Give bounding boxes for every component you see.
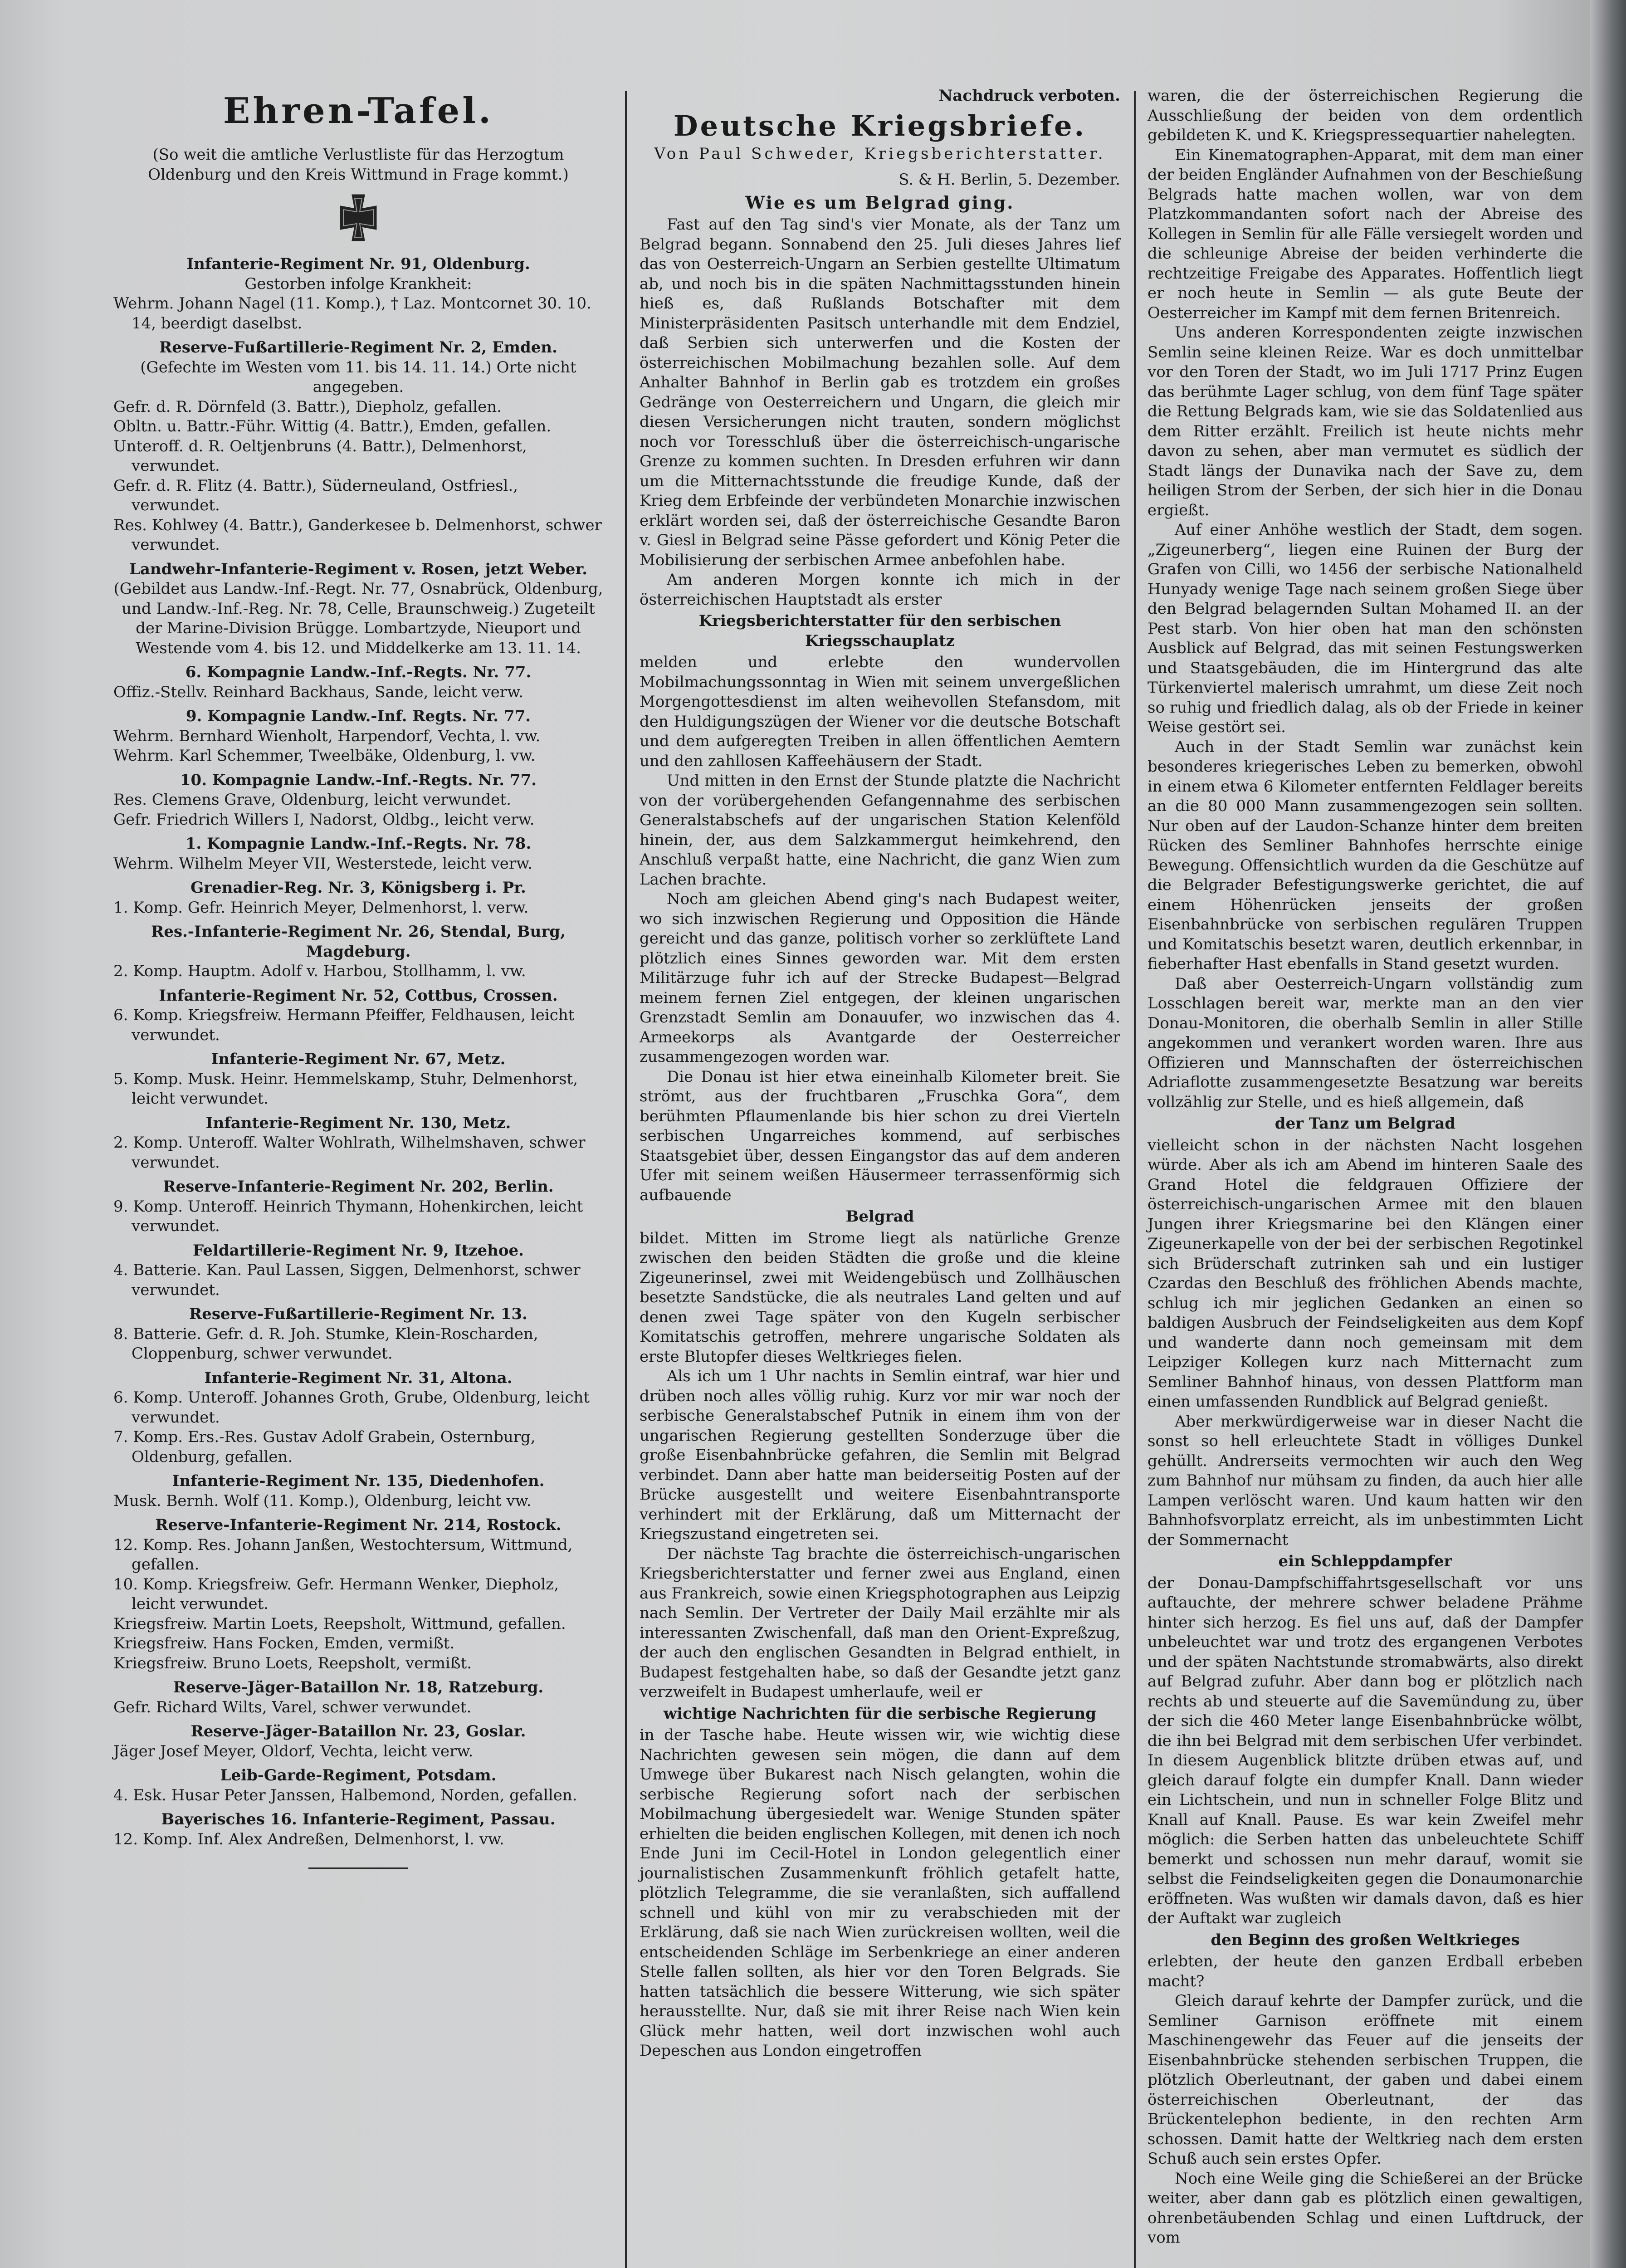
article-paragraph: Gleich darauf kehrte der Dampfer zurück, und die Semliner Garnison eröffnete mit einem Maschinengewehr das Feuer auf die jenseits der Eisenbahnbrücke stehenden serbischen Truppen, die plötzlich Oberleutnant, der gaben und dabei einem österreichischen Oberleutnant, der das Brückentelephon bediente, in den rechten Arm schossen. Damit hatte der Weltkrieg nach dem ersten Schuß auch sein erstes Opfer. — [1147, 1992, 1583, 2168]
casualty-entry: Jäger Josef Meyer, Oldorf, Vechta, leicht verw. — [113, 1742, 474, 1760]
inline-heading: den Beginn des großen Weltkrieges — [1211, 1931, 1520, 1949]
casualty-entry: Gefr. d. R. Dörnfeld (3. Battr.), Diepholz, gefallen. — [113, 397, 502, 416]
article-paragraph: Aber merkwürdigerweise war in dieser Nacht die sonst so hell erleuchtete Stadt in völliges Dunkel gehüllt. Andrerseits vermochten wir auch den Weg zum Bahnhof nur mühsam zu finden, da auch hier alle Lampen verlöscht waren. Und kaum hatten wir den Bahnhofsvorplatz erreicht, als im unbestimmten Licht der Sommernacht — [1147, 1412, 1583, 1549]
article-body-continued — [1147, 86, 1583, 2248]
casualty-entry: 4. Batterie. Kan. Paul Lassen, Siggen, Delmenhorst, schwer verwundet. — [113, 1261, 581, 1299]
regiment-heading: Leib-Garde-Regiment, Potsdam. — [220, 1766, 497, 1784]
regiment-heading: Bayerisches 16. Infanterie-Regiment, Passau. — [161, 1810, 556, 1828]
regiment-heading: Infanterie-Regiment Nr. 31, Altona. — [204, 1369, 513, 1387]
article-paragraph: waren, die der österreichischen Regierung die Ausschließung der beiden von dem ordentlich gebildeten K. und K. Kriegspressequartier nahelegten. — [1147, 87, 1583, 144]
casualty-entry: 1. Komp. Gefr. Heinrich Meyer, Delmenhorst, l. verw. — [113, 898, 529, 917]
casualty-entry: 9. Komp. Unteroff. Heinrich Thymann, Hohenkirchen, leicht verwundet. — [113, 1197, 583, 1235]
casualty-entry: Kriegsfreiw. Hans Focken, Emden, vermißt. — [113, 1634, 455, 1652]
casualty-entry: 12. Komp. Inf. Alex Andreßen, Delmenhorst, l. vw. — [113, 1830, 504, 1848]
casualty-entry: 5. Komp. Musk. Heinr. Hemmelskamp, Stuhr, Delmenhorst, leicht verwundet. — [113, 1070, 578, 1108]
regiment-heading: Infanterie-Regiment Nr. 67, Metz. — [211, 1050, 506, 1068]
casualty-entry: Res. Clemens Grave, Oldenburg, leicht verwundet. — [113, 791, 511, 809]
inline-heading: Kriegsberichterstatter für den serbischen Kriegsschauplatz — [698, 612, 1061, 650]
article-paragraph: in der Tasche habe. Heute wissen wir, wie wichtig diese Nachrichten gewesen sein mögen, die dann auf dem Umwege über Bukarest nach Nisch gelangten, wohin die serbische Regierung sofort nach der serbischen Mobilmachung übergesiedelt war. Wenige Stunden später erhielten die beiden englischen Kollegen, mit denen ich noch Ende Juni im Cecil-Hotel in London gelegentlich einer journalistischen Zusammenkunft fröhlich getafelt hatte, plötzlich Telegramme, die sie veranlaßten, sich auffallend schnell und kühl von mir zu verabschieden mit der Erklärung, daß sie nach Wien zurückreisen wollten, weil die entscheidenden Schläge im Serbenkriege an einer anderen Stelle fallen sollten, als hier vor den Toren Belgrads. Sie hatten tatsächlich die bessere Witterung, wie sich später herausstellte. Nur, daß sie mit ihrer Reise nach Wien kein Glück mehr hatten, weil dort inzwischen wohl auch Depeschen aus London eingetroffen — [640, 1726, 1120, 2060]
casualty-entry: 12. Komp. Res. Johann Janßen, Westochtersum, Wittmund, gefallen. — [113, 1535, 573, 1574]
casualty-entry: Wehrm. Karl Schemmer, Tweelbäke, Oldenburg, l. vw. — [113, 747, 536, 765]
casualty-entry: Unteroff. d. R. Oeltjenbruns (4. Battr.), Delmenhorst, verwundet. — [113, 437, 527, 475]
regiment-heading: Reserve-Fußartillerie-Regiment Nr. 13. — [189, 1305, 527, 1323]
article-paragraph: Am anderen Morgen konnte ich mich in der österreichischen Hauptstadt als erster — [640, 571, 1120, 609]
article-paragraph: Auch in der Stadt Semlin war zunächst kein besonderes kriegerisches Leben zu bemerken, obwohl in einem etwa 6 Kilometer entfernten Feldlager bereits an die 80 000 Mann zusammengezogen sein sollten. Nur oben auf der Laudon-Schanze hinter dem breiten Rücken des Semliner Bahnhofes herrschte einige Bewegung. Offensichtlich wurden da die Geschütze auf die Belgrader Befestigungswerke gerichtet, die auf einem Höhenrücken jenseits der großen Eisenbahnbrücke von serbischen regulären Truppen und Komitatschis besetzt waren, deutlich erkennbar, in fieberhafter Hast ebenfalls in Stand gesetzt wurden. — [1147, 738, 1583, 973]
casualty-entry: Res. Kohlwey (4. Battr.), Ganderkesee b. Delmenhorst, schwer verwundet. — [113, 516, 602, 554]
inline-heading: der Tanz um Belgrad — [1274, 1114, 1456, 1133]
casualty-entry: Wehrm. Bernhard Wienholt, Harpendorf, Vechta, l. vw. — [113, 727, 541, 745]
regiment-heading: Feldartillerie-Regiment Nr. 9, Itzehoe. — [193, 1241, 524, 1260]
regiment-subheading: (Gefechte im Westen vom 11. bis 14. 11. 14.) Orte nicht angegeben. — [140, 358, 576, 396]
regiment-heading: Res.-Infanterie-Regiment Nr. 26, Stendal, Burg, Magdeburg. — [151, 923, 566, 961]
war-letters-column — [640, 86, 1120, 2061]
casualty-entry: 10. Komp. Kriegsfreiw. Gefr. Hermann Wenker, Diepholz, leicht verwundet. — [113, 1575, 559, 1613]
honor-roll-note: (So weit die amtliche Verlustliste für das Herzogtum Oldenburg und den Kreis Wittmund in Frage kommt.) — [148, 146, 569, 184]
inline-heading: wichtige Nachrichten für die serbische Regierung — [663, 1704, 1097, 1723]
casualty-entry: Wehrm. Johann Nagel (11. Komp.), † Laz. Montcornet 30. 10. 14, beerdigt daselbst. — [113, 294, 591, 332]
regiment-heading: 1. Kompagnie Landw.-Inf.-Regts. Nr. 78. — [185, 835, 532, 853]
article-paragraph: Uns anderen Korrespondenten zeigte inzwischen Semlin seine kleinen Reize. War es doch unmittelbar vor den Toren der Stadt, wo im Juli 1717 Prinz Eugen das berühmte Lager schlug, von dem fünf Tage später die Rettung Belgrads kam, wie sie das Soldatenlied aus dem Ritter erzählt. Freilich ist heute nichts mehr davon zu sehen, aber man vermutet es südlich der Stadt längs der Dunavika nach der Save zu, dem heiligen Strom der Serben, der sich hier in die Donau ergießt. — [1147, 323, 1583, 519]
casualty-entry: Gefr. Friedrich Willers I, Nadorst, Oldbg., leicht verw. — [113, 810, 535, 829]
regiment-subheading: Gestorben infolge Krankheit: — [244, 274, 472, 293]
honor-roll-title: Ehren-Tafel. — [223, 90, 494, 132]
casualty-list — [113, 254, 603, 1849]
article-paragraph: Und mitten in den Ernst der Stunde platzte die Nachricht von der vorübergehenden Gefangennahme des serbischen Generalstabschefs auf der ungarischen Station Kelenföld hinein, der, aus dem Salzkammergut heimkehrend, den Anschluß verpaßt hatte, eine Nachricht, die ganz Wien zum Lachen brachte. — [640, 772, 1120, 889]
article-paragraph: Auf einer Anhöhe westlich der Stadt, dem sogen. „Zigeunerberg“, liegen eine Ruinen der Burg der Grafen von Cilli, wo 1456 der serbische Nationalheld Hunyady wenige Tage nach seinem großen Siege über den Belgrad belagernden Sultan Mohamed II. an der Pest starb. Von hier oben hat man den schönsten Ausblick auf Belgrad, das mit seinen Festungswerken und Staatsgebäuden, die im Hintergrund das alte Türkenviertel malerisch umrahmt, um diese Zeit noch so ruhig und friedlich dalag, als ob der Friede in keiner Weise gestört sei. — [1147, 521, 1583, 736]
casualty-entry: 6. Komp. Unteroff. Johannes Groth, Grube, Oldenburg, leicht verwundet. — [113, 1388, 590, 1427]
regiment-heading: Infanterie-Regiment Nr. 52, Cottbus, Crossen. — [159, 986, 558, 1005]
casualty-entry: 7. Komp. Ers.-Res. Gustav Adolf Grabein, Osternburg, Oldenburg, gefallen. — [113, 1428, 536, 1466]
casualty-entry: 8. Batterie. Gefr. d. R. Joh. Stumke, Klein-Roscharden, Cloppenburg, schwer verwundet. — [113, 1325, 538, 1363]
regiment-heading: 6. Kompagnie Landw.-Inf.-Regts. Nr. 77. — [185, 663, 532, 681]
regiment-heading: 9. Kompagnie Landw.-Inf. Regts. Nr. 77. — [186, 707, 531, 725]
casualty-entry: 6. Komp. Kriegsfreiw. Hermann Pfeiffer, Feldhausen, leicht verwundet. — [113, 1006, 575, 1044]
regiment-heading: Infanterie-Regiment Nr. 135, Diedenhofen. — [172, 1472, 545, 1490]
column-divider-left — [625, 91, 627, 2268]
reprint-notice: Nachdruck verboten. — [938, 87, 1120, 105]
article-paragraph: Noch eine Weile ging die Schießerei an der Brücke weiter, aber dann gab es plötzlich einen gewaltigen, ohrenbetäubenden Schlag und einen Luftdruck, der vom — [1147, 2169, 1583, 2247]
article-paragraph: der Donau-Dampfschiffahrtsgesellschaft vor uns auftauchte, der mehrere schwer beladene Prähme hinter sich herzog. Es fiel uns auf, daß der Dampfer unbeleuchtet war und trotz des ergangenen Verbotes und der späten Nachtstunde stromabwärts, also direkt auf Belgrad zufuhr. Aber dann bog er plötzlich nach rechts ab und steuerte auf die Savemündung zu, über der sich die 460 Meter lange Eisenbahnbrücke wölbt, die ihn bei Belgrad mit dem serbischen Ufer verbindet. In diesem Augenblick blitzte drüben etwas auf, und gleich darauf folgte ein dumpfer Knall. Dann wieder ein Lichtschein, und nun in schneller Folge Blitz und Knall auf Knall. Pause. Es war kein Zweifel mehr möglich: die Serben hatten das unbeleuchtete Schiff bemerkt und schossen nun mehr darauf, womit sie selbst die Feindseligkeiten gegen die Donaumonarchie eröffneten. Was wußten wir damals davon, daß es hier der Auftakt war zugleich — [1147, 1574, 1583, 1927]
casualty-entry: Obltn. u. Battr.-Führ. Wittig (4. Battr.), Emden, gefallen. — [113, 417, 552, 435]
casualty-entry: Gefr. Richard Wilts, Varel, schwer verwundet. — [113, 1698, 472, 1716]
article-paragraph: Als ich um 1 Uhr nachts in Semlin eintraf, war hier und drüben noch alles völlig ruhig. Kurz vor mir war noch der serbische Generalstabschef Putnik in einem ihm von der ungarischen Regierung gestellten Sonderzuge über die große Eisenbahnbrücke gefahren, die Semlin mit Belgrad verbindet. Dann aber hatte man beiderseitig Posten auf der Brücke ausgestellt und weitere Eisenbahntransporte verhindert mit der Erklärung, daß um Mitternacht der Kriegszustand eingetreten sei. — [640, 1367, 1120, 1543]
regiment-heading: Landwehr-Infanterie-Regiment v. Rosen, jetzt Weber. — [129, 560, 588, 578]
casualty-entry: Kriegsfreiw. Martin Loets, Reepsholt, Wittmund, gefallen. — [113, 1614, 566, 1633]
casualty-entry: 4. Esk. Husar Peter Janssen, Halbemond, Norden, gefallen. — [113, 1786, 577, 1804]
iron-cross-icon — [113, 193, 603, 243]
casualty-entry: Gefr. d. R. Flitz (4. Battr.), Süderneuland, Ostfriesl., verwundet. — [113, 476, 518, 514]
regiment-heading: Reserve-Fußartillerie-Regiment Nr. 2, Emden. — [159, 338, 557, 357]
regiment-heading: Infanterie-Regiment Nr. 91, Oldenburg. — [186, 255, 530, 273]
article-paragraph: Daß aber Oesterreich-Ungarn vollständig zum Losschlagen bereit war, merkte man an den vier Donau-Monitoren, die oberhalb Semlin in aller Stille angekommen und verankert worden waren. Ihre aus Offizieren und Mannschaften der österreichischen Adriaflotte zusammengesetzte Besatzung war bereits vollzählig zur Stelle, und es hieß allgemein, daß — [1147, 974, 1583, 1111]
end-rule — [308, 1867, 408, 1869]
article-paragraph: Der nächste Tag brachte die österreichisch-ungarischen Kriegsberichterstatter und ferner zwei aus England, einen aus Frankreich, sowie einen Kriegsphotographen aus Leipzig nach Semlin. Der Vertreter der Daily Mail erzählte mir als interessanten Zwischenfall, daß man den Orient-Expreßzug, der auch den englischen Gesandten in Belgrad enthielt, in Budapest festgehalten habe, so daß der Gesandte jetzt ganz verzweifelt in Budapest umherlaufe, weil er — [640, 1545, 1120, 1701]
article-body — [640, 215, 1120, 2061]
casualty-entry: Kriegsfreiw. Bruno Loets, Reepsholt, vermißt. — [113, 1654, 472, 1672]
byline: Von Paul Schweder, Kriegsberichterstatter. — [654, 144, 1106, 163]
regiment-heading: Reserve-Jäger-Bataillon Nr. 18, Ratzeburg. — [173, 1678, 544, 1696]
casualty-entry: Musk. Bernh. Wolf (11. Komp.), Oldenburg, leicht vw. — [113, 1491, 532, 1510]
article-paragraph: Die Donau ist hier etwa eineinhalb Kilometer breit. Sie strömt, aus der fruchtbaren „Fruschka Gora“, dem berühmten Pflaumenlande bis hier schon zu drei Vierteln serbischen Ungarreiches kommend, auf serbisches Staatsgebiet über, dessen Eingangstor das auf dem anderen Ufer mit seinem weißen Häusermeer terrassenförmig sich aufbauende — [640, 1067, 1120, 1204]
casualty-entry: Wehrm. Wilhelm Meyer VII, Westerstede, leicht verw. — [113, 854, 532, 873]
article-paragraph: bildet. Mitten im Strome liegt als natürliche Grenze zwischen den beiden Städten die große und die kleine Zigeunerinsel, zwei mit Weidengebüsch und Zollhäuschen besetzte Sandstücke, die als neutrales Land gelten und auf denen zwei Tage später von den Kugeln serbischer Komitatschis getroffen, mehrere ungarische Soldaten als erste Blutopfer dieses Weltkrieges fielen. — [640, 1229, 1120, 1366]
regiment-heading: Reserve-Jäger-Bataillon Nr. 23, Goslar. — [190, 1722, 526, 1740]
article-paragraph: Ein Kinematographen-Apparat, mit dem man einer der beiden Engländer Aufnahmen von der Beschießung Belgrads hatte machen wollen, war von dem Platzkommandanten sofort nach der Abreise des Kollegen in Semlin für alle Fälle versiegelt worden und die schleunige Abreise der beiden verhinderte die rechtzeitige Freigabe des Apparates. Hoffentlich liegt er noch heute in Semlin — als gute Beute der Oesterreicher im Kampf mit dem fernen Britenreich. — [1147, 146, 1583, 322]
article-paragraph: vielleicht schon in der nächsten Nacht losgehen würde. Aber als ich am Abend im hinteren Saale des Grand Hotel die feldgrauen Offiziere der österreichisch-ungarischen Armee mit den blauen Jungen ihrer Kriegsmarine bei den Klängen einer Zigeunerkapelle von der bei der serbischen Regotinkel sich Brüderschaft zutrinken sah und ein lustiger Czardas den Beschluß des fröhlichen Abends machte, schlug ich mir jeglichen Gedanken an einen so baldigen Ausbruch der Feindseligkeiten aus dem Kopf und wanderte dann noch gemeinsam mit dem Leipziger Kollegen kurz nach Mitternacht zum Semliner Bahnhof hinaus, von dessen Plattform man einen umfassenden Rundblick auf Belgrad genießt. — [1147, 1136, 1583, 1411]
regiment-subheading: (Gebildet aus Landw.-Inf.-Regt. Nr. 77, Osnabrück, Oldenburg, und Landw.-Inf.-Reg. Nr. 78, Celle, Braunschweig.) Zugeteilt der Marine-Division Brügge. Lombartzyde, Nieuport und Westende vom 4. bis 12. und Middelkerke am 13. 11. 14. — [113, 580, 603, 657]
regiment-heading: 10. Kompagnie Landw.-Inf.-Regts. Nr. 77. — [180, 771, 537, 789]
column-divider-right — [1134, 91, 1136, 2268]
regiment-heading: Grenadier-Reg. Nr. 3, Königsberg i. Pr. — [190, 879, 526, 897]
war-letters-title: Deutsche Kriegsbriefe. — [673, 109, 1087, 142]
article-paragraph: erlebten, der heute den ganzen Erdball erbeben macht? — [1147, 1952, 1583, 1990]
regiment-heading: Reserve-Infanterie-Regiment Nr. 202, Berlin. — [163, 1178, 554, 1196]
article-paragraph: Noch am gleichen Abend ging's nach Budapest weiter, wo sich inzwischen Regierung und Opposition die Hände gereicht und das ganze, politisch vorher so zerklüftete Land plötzlich eines Sinnes geworden war. Mit dem ersten Militärzuge fuhr ich auf der Strecke Budapest—Belgrad meinem fernen Ziel entgegen, der kleinen ungarischen Grenzstadt Semlin am Donauufer, wo inzwischen das 4. Armeekorps als Avantgarde der Oesterreicher zusammengezogen worden war. — [640, 890, 1120, 1066]
continued-column — [1147, 86, 1583, 2248]
honor-roll-column — [113, 86, 603, 1869]
dateline: S. & H. Berlin, 5. Dezember. — [898, 171, 1120, 189]
inline-heading: ein Schleppdampfer — [1278, 1552, 1452, 1570]
casualty-entry: 2. Komp. Hauptm. Adolf v. Harbou, Stollhamm, l. vw. — [113, 962, 526, 980]
inline-heading: Belgrad — [845, 1207, 914, 1226]
regiment-heading: Infanterie-Regiment Nr. 130, Metz. — [205, 1114, 511, 1132]
article-paragraph: melden und erlebte den wundervollen Mobilmachungssonntag in Wien mit seinem unvergeßlichen Morgengottesdienst im alten weihevollen Stefansdom, mit den Huldigungszügen der Wiener vor die deutsche Botschaft und dem aufgeregten Treiben in allen öffentlichen Aemtern und den zahllosen Kaffeehäusern der Stadt. — [640, 653, 1120, 770]
regiment-heading: Reserve-Infanterie-Regiment Nr. 214, Rostock. — [155, 1516, 562, 1534]
article-paragraph: Fast auf den Tag sind's vier Monate, als der Tanz um Belgrad begann. Sonnabend den 25. Juli dieses Jahres lief das von Oesterreich-Ungarn an Serbien gestellte Ultimatum ab, und noch bis in die späten Nachmittagsstunden hinein hieß es, daß Rußlands Botschafter mit dem Ministerpräsidenten Pasitsch unterhandle mit dem Endziel, daß Serbien sich unterwerfen und die Kosten der österreichischen Mobilmachung bezahlen solle. Auf dem Anhalter Bahnhof in Berlin gab es trotzdem ein großes Gedränge von Oesterreichern und Ungarn, die gleich mir diesen Versicherungen nicht trauten, sondern möglichst noch vor Toresschluß über die österreichisch-ungarische Grenze zu kommen suchten. In Dresden erfuhren wir dann um die Mitternachtsstunde die freudige Kunde, daß der Krieg dem Erbfeinde der verbündeten Monarchie inzwischen erklärt worden sei, daß der österreichische Gesandte Baron v. Giesl in Belgrad seine Pässe gefordert und König Peter die Mobilisierung der serbischen Armee anbefohlen habe. — [640, 215, 1120, 569]
book-spine-shadow — [1590, 0, 1626, 2268]
casualty-entry: Offiz.-Stellv. Reinhard Backhaus, Sande, leicht verw. — [113, 683, 523, 701]
casualty-entry: 2. Komp. Unteroff. Walter Wohlrath, Wilhelmshaven, schwer verwundet. — [113, 1134, 586, 1172]
article-subtitle: Wie es um Belgrad ging. — [745, 192, 1015, 213]
